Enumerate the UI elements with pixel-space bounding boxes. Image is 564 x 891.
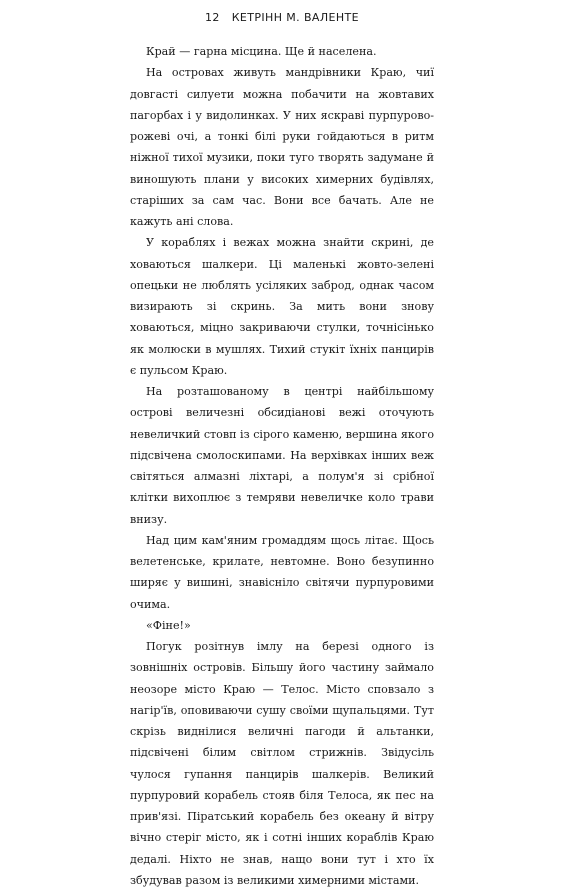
paragraph: На островах живуть мандрівники Краю, чиї довгасті силуети можна побачити на жовтавих пагорбах і у видолинках. У них яскраві пурпурово-рожеві очі, а тонкі білі руки гойдаються в ритм ніжної тихої музики, поки туго творять задумане й виношують плани у високих химерних будівлях, старіших за сам час. Вони все бачать. Але не кажуть ані слова. [130, 66, 434, 228]
paragraph: «Фіне!» [146, 618, 191, 632]
paragraph: Над цим кам'яним громаддям щось літає. Щось велетенське, крилате, невтомне. Воно безупинно ширяє у вишині, знавісніло світячи пурпуровими очима. [130, 533, 434, 611]
page-number: 12 [204, 11, 220, 24]
paragraph: На розташованому в центрі найбільшому острові величезні обсидіанові вежі оточують невеличкий стовп із сірого каменю, вершина якого підсвічена смолоскипами. На верхівках інших веж світяться алмазні ліхтарі, а полум'я зі срібної клітки вихоплює з темряви невеличке коло трави внизу. [130, 385, 434, 526]
running-title: КЕТРІНН М. ВАЛЕНТЕ [231, 11, 360, 24]
paragraph: Погук розітнув імлу на березі одного із зовнішніх островів. Більшу його частину займало неозоре місто Краю — Телос. Місто сповзало з нагір'їв, оповиваючи сушу своїми щупальцями. Тут скрізь виднілися величні пагоди й альтанки, підсвічені білим світлом стрижнів. Звідусіль чулося гупання панцирів шалкерів. Великий пурпуровий корабель стояв біля Телоса, як пес на прив'язі. Піратський корабель без океану й вітру вічно стеріг місто, як і сотні інших кораблів Краю дедалі. Ніхто не знав, нащо вони тут і хто їх збудував разом із великими химерними містами. [130, 640, 434, 887]
paragraph: У кораблях і вежах можна знайти скрині, де ховаються шалкери. Ці маленькі жовто-зелені опецьки не люблять усіляких заброд, однак часом визирають зі скринь. За мить вони знову ховаються, міцно закриваючи стулки, точнісінько як молюски в мушлях. Тихий стукіт їхніх панцирів є пульсом Краю. [130, 236, 434, 377]
body-text [130, 41, 434, 891]
running-header [0, 11, 564, 24]
paragraph: Край — гарна місцина. Ще й населена. [146, 45, 377, 58]
